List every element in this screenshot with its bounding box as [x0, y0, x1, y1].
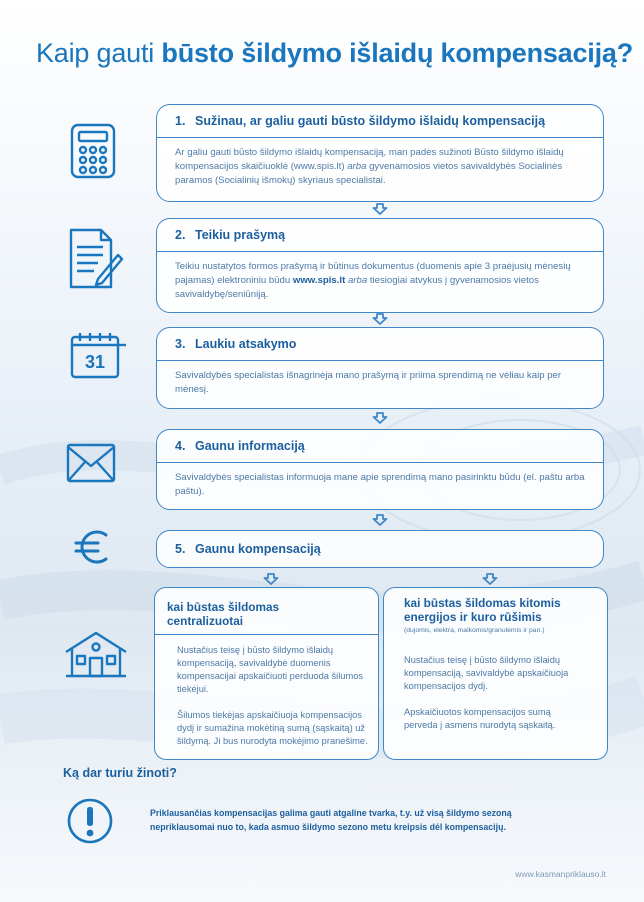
page-title — [36, 38, 633, 69]
step-2-text-a: Teikiu nustatytos formos prašymą ir būtinus dokumentus (duomenis apie 3 praėjusių mėnesių pajamas) elektroniniu būdu — [175, 261, 571, 286]
other-heating-p2: Apskaičiuotos kompensacijos sumą perveda į asmens nurodytą sąskaitą. — [404, 707, 556, 730]
step-2-number: 2. — [175, 228, 186, 242]
calendar-icon — [70, 331, 128, 379]
step-3-card — [156, 327, 604, 409]
step-4-title: Gaunu informaciją — [195, 439, 305, 453]
step-3-header — [157, 328, 603, 361]
step-4-header — [157, 430, 603, 463]
step-1-card — [156, 104, 604, 202]
step-1-title: Sužinau, ar galiu gauti būsto šildymo išlaidų kompensaciją — [195, 114, 546, 128]
step-1-text-b: gyvenamosios vietos savivaldybės Socialinės paramos (Socialinių išmokų) skyriaus specialistai. — [175, 161, 563, 186]
step-3-title: Laukiu atsakymo — [195, 337, 297, 351]
centralized-heating-p1: Nustačius teisę į būsto šildymo išlaidų kompensaciją, savivaldybė duomenis kompensacijai apskaičiuoti perduoda šilumos tiekėjui. — [177, 645, 364, 694]
document-pen-icon — [68, 227, 124, 291]
step-2-text-link: www.spis.lt — [292, 275, 346, 286]
step-4-number: 4. — [175, 439, 186, 453]
step-1-number: 1. — [175, 114, 186, 128]
centralized-heating-card — [154, 587, 379, 760]
step-4-card — [156, 429, 604, 510]
arrow-down-icon — [372, 203, 388, 215]
step-5-card — [156, 530, 604, 568]
arrow-down-icon — [263, 573, 279, 585]
envelope-icon — [66, 441, 116, 483]
step-2-text-b: tiesiogiai atvykus į gyvenamosios vietos savivaldybę/seniūniją. — [175, 275, 539, 300]
calendar-day-number: 31 — [84, 352, 106, 372]
title-bold: būsto šildymo išlaidų kompensaciją? — [161, 38, 634, 68]
step-3-text: Savivaldybės specialistas išnagrinėja mano prašymą ir priima sprendimą ne vėliau kaip per mėnesį. — [175, 370, 562, 395]
arrow-down-icon — [372, 313, 388, 325]
step-5-header — [157, 531, 603, 566]
centralized-heating-text — [177, 644, 369, 748]
arrow-down-icon — [372, 514, 388, 526]
centralized-heating-title: kai būstas šildomas centralizuotai — [167, 600, 280, 628]
other-heating-p1: Nustačius teisę į būsto šildymo išlaidų kompensaciją, savivaldybė apskaičiuoja kompensacijos dydį. — [404, 655, 569, 691]
title-prefix: Kaip gauti — [36, 38, 155, 68]
step-2-title: Teikiu prašymą — [195, 228, 286, 242]
step-5-number: 5. — [175, 541, 186, 556]
step-1-text — [157, 138, 603, 188]
step-2-header — [157, 219, 603, 252]
step-2-card — [156, 218, 604, 313]
step-1-text-a: Ar galiu gauti būsto šildymo išlaidų kompensaciją, man padės sužinoti Būsto šildymo išlaidų kompensacijos skaičiuoklė (www.spis.lt) — [175, 147, 564, 172]
other-heating-text — [404, 654, 582, 732]
other-heating-title: kai būstas šildomas kitomis energijos ir kuro rūšimis — [404, 596, 561, 624]
calculator-icon — [70, 123, 116, 179]
footer-url: www.kasmanpriklauso.lt — [515, 869, 606, 879]
other-heating-subtitle: (dujomis, elektra, malkomis/granulėmis ir pan.) — [404, 627, 545, 634]
step-4-text: Savivaldybės specialistas informuoja mane apie sprendimą mano pasirinktu būdu (el. paštu arba paštu). — [175, 472, 585, 497]
step-5-title: Gaunu kompensaciją — [195, 541, 321, 556]
step-2-text — [157, 252, 603, 302]
other-heating-card — [383, 587, 608, 760]
house-icon — [64, 630, 128, 678]
more-info-title: Ką dar turiu žinoti? — [63, 766, 177, 780]
step-1-text-em: arba — [347, 161, 367, 172]
step-3-number: 3. — [175, 337, 186, 351]
step-1-header — [157, 105, 603, 138]
arrow-down-icon — [372, 412, 388, 424]
centralized-heating-p2: Šilumos tiekėjas apskaičiuoja kompensacijos dydį ir sumažina mokėtiną sumą (sąskaitą) už šildymą. Ji bus nurodyta mokėjimo pranešime. — [177, 710, 368, 746]
more-info-note: Priklausančias kompensacijas galima gauti atgaline tvarka, t.y. už visą šildymo sezoną nepriklausomai nuo to, kada asmuo šildymo sezono metu kreipsis dėl kompensacijų. — [150, 808, 512, 832]
arrow-down-icon — [482, 573, 498, 585]
step-2-text-em: arba — [347, 275, 368, 286]
euro-icon — [73, 527, 111, 567]
exclamation-icon — [66, 797, 114, 845]
centralized-heating-divider — [155, 634, 378, 635]
